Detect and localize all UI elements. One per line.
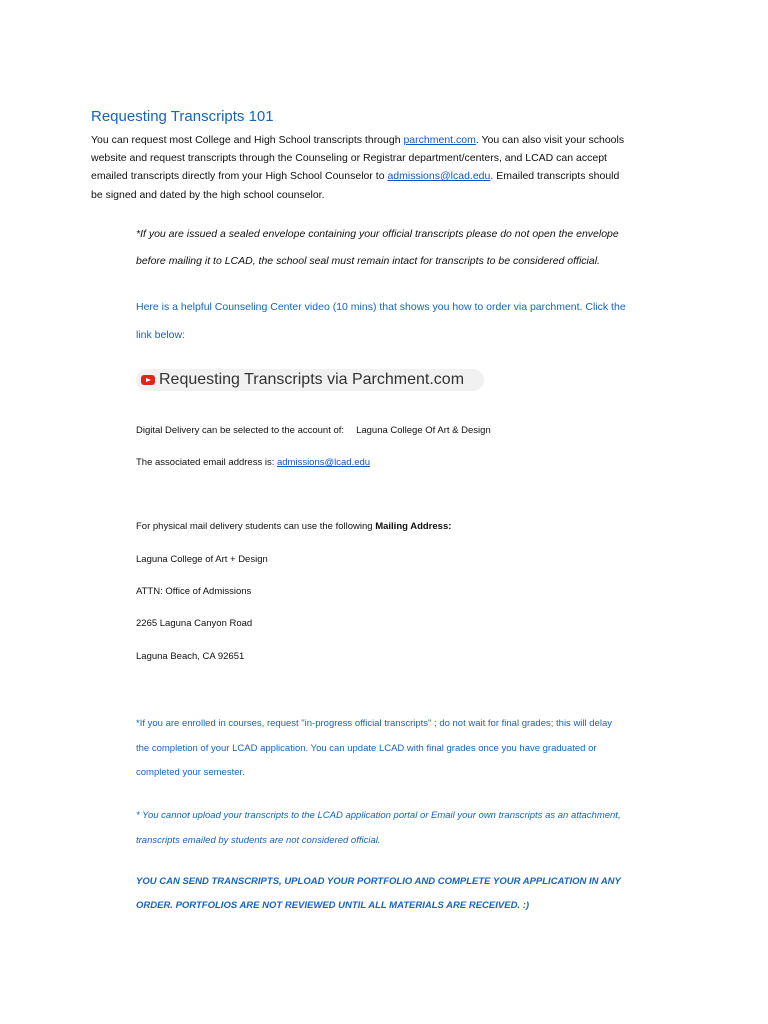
final-note (136, 870, 696, 918)
intro-line-2: website and request transcripts through the Counseling or Registrar department/centers, and LCAD can accept (91, 152, 607, 165)
in-progress-line-1: *If you are enrolled in courses, request "in-progress official transcripts" ; do not wait for final grades; this will delay (136, 718, 612, 729)
digital-delivery-value: Laguna College Of Art & Design (356, 425, 491, 436)
sealed-envelope-note (136, 221, 696, 275)
mailing-address-line-3: 2265 Laguna Canyon Road (136, 618, 253, 629)
video-note-line-1: Here is a helpful Counseling Center video (10 mins) that shows you how to order via parchment. Click the (136, 301, 626, 313)
mailing-intro (136, 521, 451, 532)
final-note-line-1: YOU CAN SEND TRANSCRIPTS, UPLOAD YOUR PORTFOLIO AND COMPLETE YOUR APPLICATION IN ANY (136, 876, 621, 887)
digital-delivery-line (136, 425, 491, 436)
upload-note-line-2: transcripts emailed by students are not considered official. (136, 835, 381, 846)
associated-email-link[interactable]: admissions@lcad.edu (276, 457, 371, 468)
page-title: Requesting Transcripts 101 (91, 108, 274, 125)
upload-note-line-1: * You cannot upload your transcripts to the LCAD application portal or Email your own transcripts as an attachment, (136, 810, 621, 821)
intro-text: emailed transcripts directly from your High School Counselor to (91, 170, 388, 183)
mailing-intro-text: For physical mail delivery students can use the following (136, 521, 376, 532)
intro-text: . Emailed transcripts should (490, 170, 620, 183)
final-note-line-2: ORDER. PORTFOLIOS ARE NOT REVIEWED UNTIL ALL MATERIALS ARE RECEIVED. :) (136, 900, 530, 911)
intro-text: You can request most College and High School transcripts through (91, 134, 404, 146)
video-link-label: Requesting Transcripts via Parchment.com (159, 371, 465, 388)
intro-paragraph (91, 131, 691, 204)
video-link-chip[interactable] (136, 369, 484, 391)
youtube-icon (141, 375, 155, 385)
video-note (136, 293, 696, 349)
mailing-address-line-2: ATTN: Office of Admissions (136, 586, 252, 597)
parchment-link[interactable]: parchment.com (403, 134, 476, 146)
digital-delivery-label: Digital Delivery can be selected to the account of: (136, 425, 345, 436)
associated-email-line (136, 457, 370, 468)
in-progress-note (136, 712, 696, 786)
associated-email-label: The associated email address is: (136, 457, 277, 468)
intro-line-4: be signed and dated by the high school counselor. (91, 188, 325, 201)
upload-note (136, 803, 696, 853)
intro-text: . You can also visit your schools (475, 134, 625, 146)
intro-line-3 (91, 167, 691, 185)
mailing-address-heading: Mailing Address: (375, 521, 452, 532)
mailing-address-line-4: Laguna Beach, CA 92651 (136, 651, 245, 662)
admissions-email-link[interactable]: admissions@lcad.edu (387, 170, 491, 183)
in-progress-line-2: the completion of your LCAD application. You can update LCAD with final grades once you have graduated or (136, 742, 597, 754)
video-note-line-2: link below: (136, 329, 186, 341)
sealed-note-line-2: before mailing it to LCAD, the school seal must remain intact for transcripts to be considered official. (136, 255, 600, 267)
in-progress-line-3: completed your semester. (136, 767, 245, 778)
mailing-address-line-1: Laguna College of Art + Design (136, 554, 268, 565)
sealed-note-line-1: *If you are issued a sealed envelope containing your official transcripts please do not open the envelope (136, 228, 619, 240)
intro-line-1 (91, 131, 691, 149)
